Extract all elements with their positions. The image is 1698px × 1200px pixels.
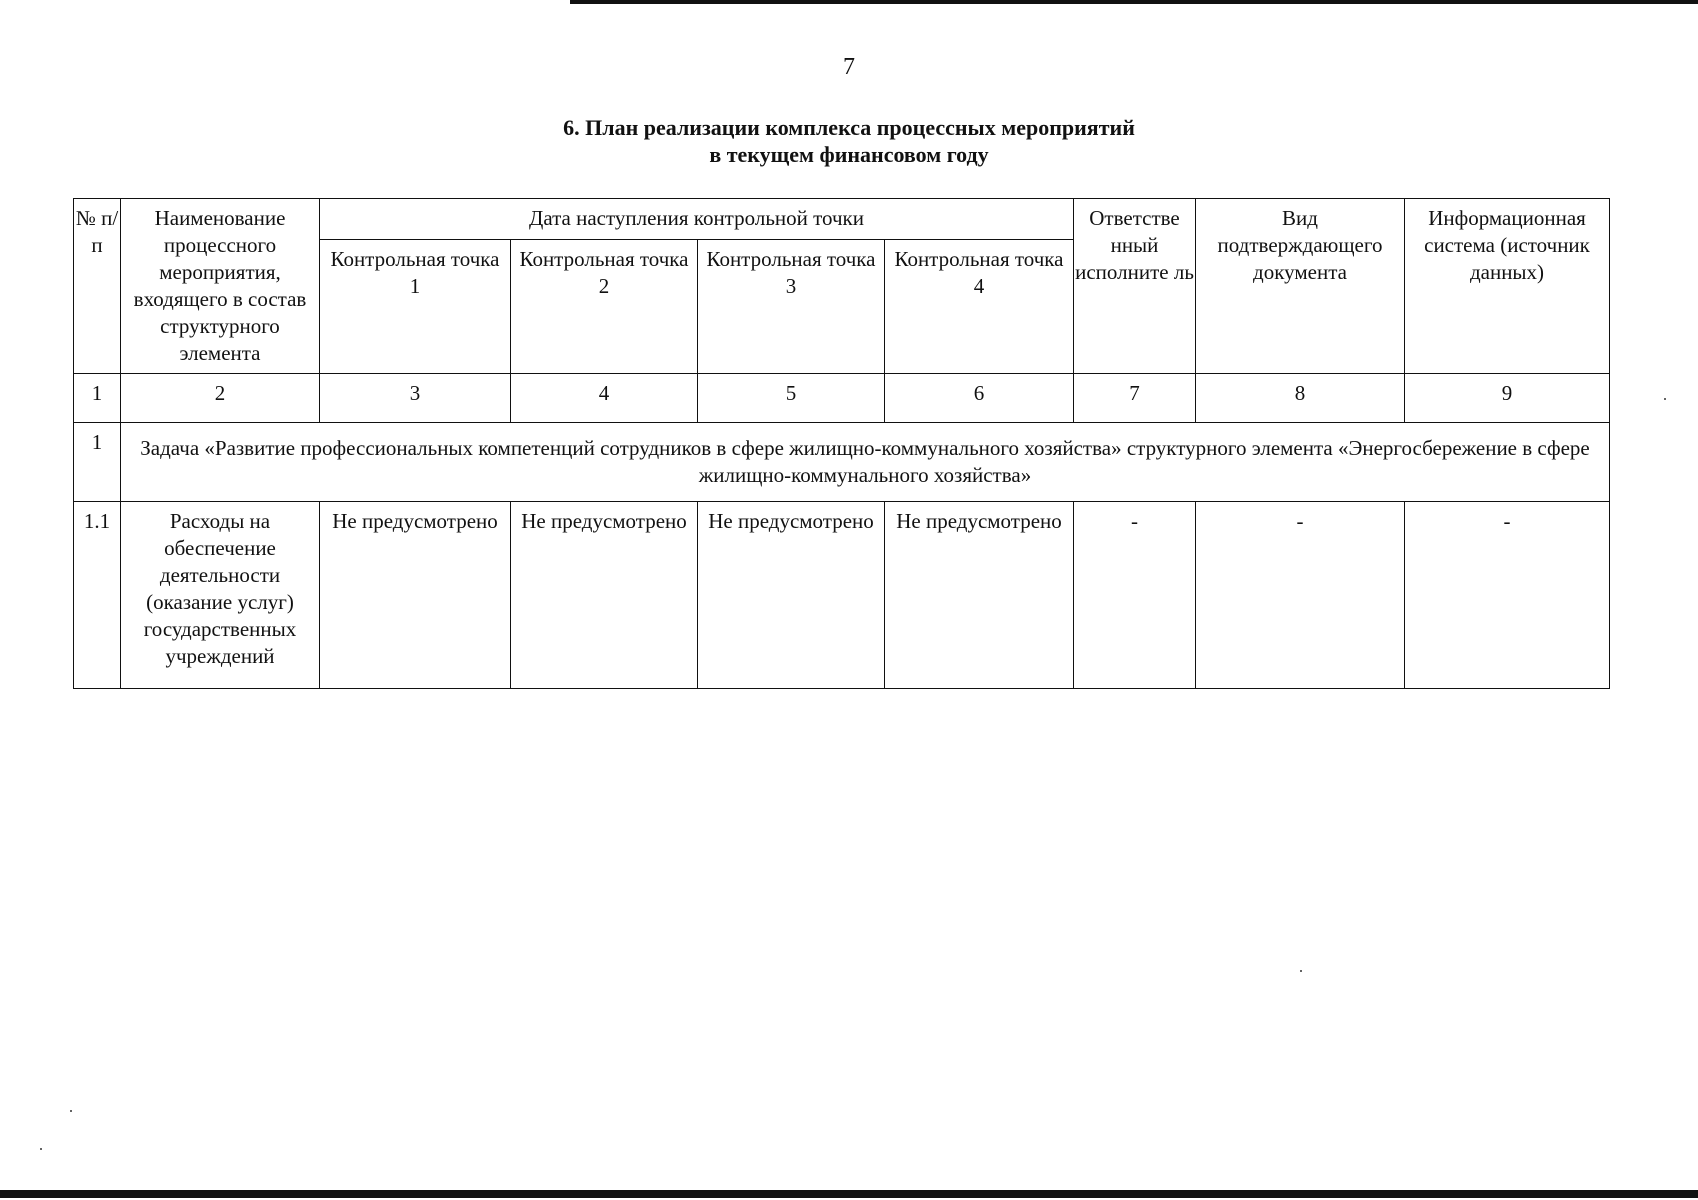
header-name: Наименование процессного мероприятия, входящего в состав структурного элемента	[121, 199, 320, 374]
column-number: 2	[121, 374, 320, 423]
column-number: 7	[1074, 374, 1196, 423]
table-row	[74, 502, 1610, 689]
column-number: 5	[698, 374, 885, 423]
row-responsible: -	[1074, 502, 1196, 689]
column-number: 1	[74, 374, 121, 423]
column-number: 3	[320, 374, 511, 423]
plan-table	[73, 198, 1610, 689]
scan-speck	[40, 1148, 42, 1150]
header-row	[74, 199, 1610, 240]
column-number: 9	[1405, 374, 1610, 423]
header-checkpoint-3: Контрольная точка 3	[698, 240, 885, 374]
page-title	[0, 114, 1698, 168]
row-checkpoint-1: Не предусмотрено	[320, 502, 511, 689]
header-date-group: Дата наступления контрольной точки	[320, 199, 1074, 240]
header-num: № п/п	[74, 199, 121, 374]
header-info-system: Информационная система (источник данных)	[1405, 199, 1610, 374]
page-number: 7	[843, 54, 855, 80]
column-number: 4	[511, 374, 698, 423]
header-document: Вид подтверждающего документа	[1196, 199, 1405, 374]
scan-edge-bottom	[0, 1190, 1698, 1198]
task-num: 1	[74, 423, 121, 502]
header-responsible: Ответстве нный исполните ль	[1074, 199, 1196, 374]
title-line-2: в текущем финансовом году	[709, 142, 989, 167]
header-checkpoint-4: Контрольная точка 4	[885, 240, 1074, 374]
row-name: Расходы на обеспечение деятельности (оказание услуг) государственных учреждений	[121, 502, 320, 689]
column-number: 6	[885, 374, 1074, 423]
row-checkpoint-3: Не предусмотрено	[698, 502, 885, 689]
task-text: Задача «Развитие профессиональных компетенций сотрудников в сфере жилищно-коммунального хозяйства» структурного элемента «Энергосбережение в сфере жилищно-коммунального хозяйства»	[121, 423, 1610, 502]
scan-speck	[70, 1110, 72, 1112]
scan-speck	[1300, 970, 1302, 972]
row-info-system: -	[1405, 502, 1610, 689]
header-checkpoint-1: Контрольная точка 1	[320, 240, 511, 374]
row-checkpoint-4: Не предусмотрено	[885, 502, 1074, 689]
task-row	[74, 423, 1610, 502]
scan-edge-top	[570, 0, 1698, 4]
row-document: -	[1196, 502, 1405, 689]
header-checkpoint-2: Контрольная точка 2	[511, 240, 698, 374]
column-number: 8	[1196, 374, 1405, 423]
row-checkpoint-2: Не предусмотрено	[511, 502, 698, 689]
row-num: 1.1	[74, 502, 121, 689]
column-number-row	[74, 374, 1610, 423]
title-line-1: 6. План реализации комплекса процессных мероприятий	[563, 115, 1135, 140]
scan-speck	[1664, 398, 1666, 400]
